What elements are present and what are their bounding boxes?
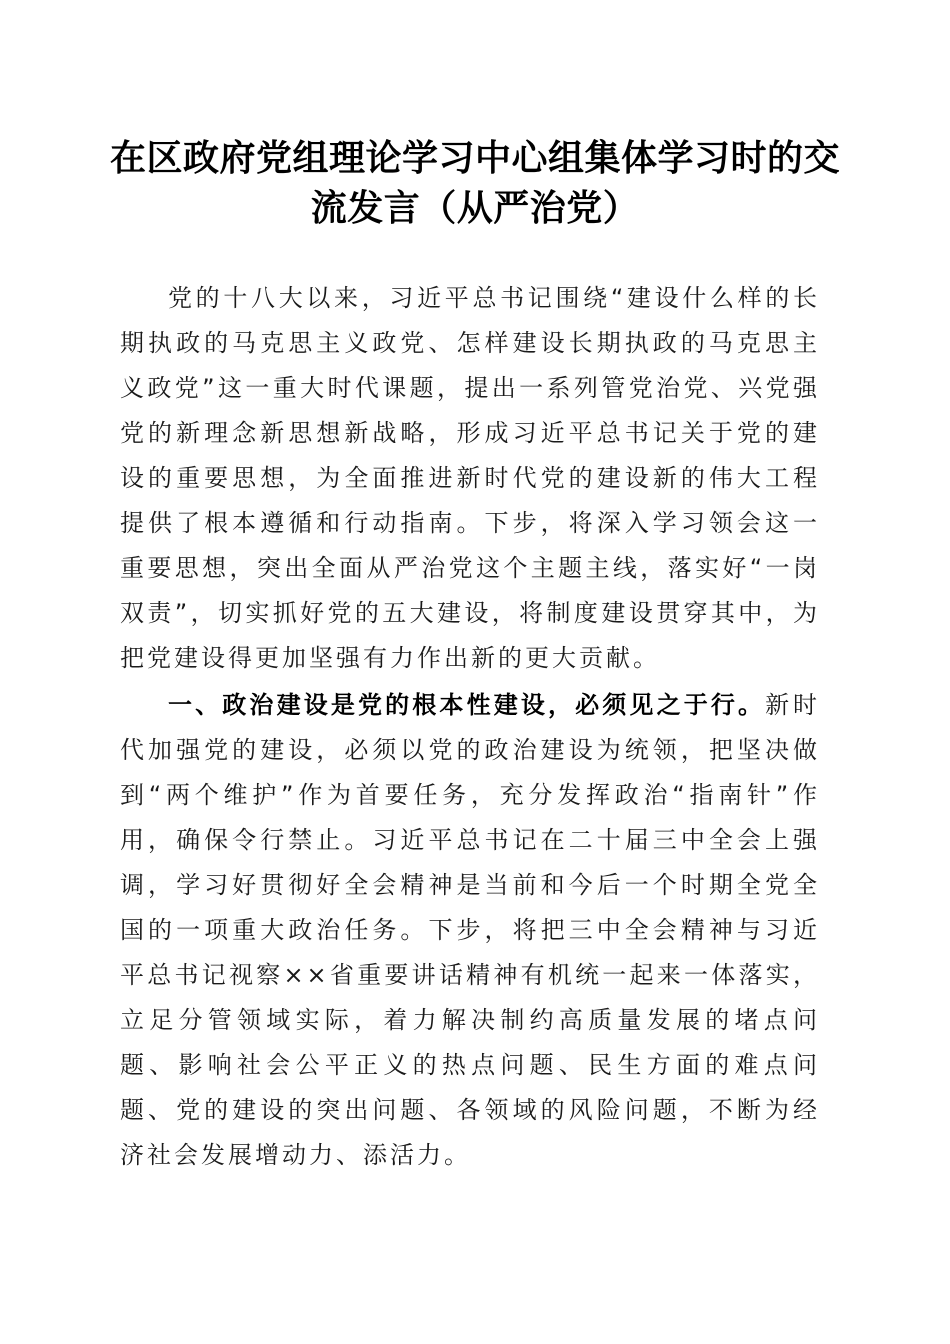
document-body [120,276,820,1178]
paragraph-political-building [120,683,820,1178]
paragraph-intro [120,276,820,681]
document-title: 在区政府党组理论学习中心组集体学习时的交流发言（从严治党） [110,137,841,229]
paragraph-text: 新时代加强党的建设，必须以党的政治建设为统领，把坚决做到“两个维护”作为首要任务，充分发挥政治“指南针”作用，确保令行禁止。习近平总书记在二十届三中全会上强调，学习好贯彻好全会精神是当前和今后一个时期全党全国的一项重大政治任务。下步，将把三中全会精神与习近平总书记视察××省重要讲话精神有机统一起来一体落实，立足分管领域实际，着力解决制约高质量发展的堵点问题、影响社会公平正义的热点问题、民生方面的难点问题、党的建设的突出问题、各领域的风险问题，不断为经济社会发展增动力、添活力。 [120,691,820,1169]
section-heading: 一、政治建设是党的根本性建设，必须见之于行。 [168,691,766,719]
paragraph-text: 党的十八大以来，习近平总书记围绕“建设什么样的长期执政的马克思主义政党、怎样建设长期执政的马克思主义政党”这一重大时代课题，提出一系列管党治党、兴党强党的新理念新思想新战略，形成习近平总书记关于党的建设的重要思想，为全面推进新时代党的建设新的伟大工程提供了根本遵循和行动指南。下步，将深入学习领会这一重要思想，突出全面从严治党这个主题主线，落实好“一岗双责”，切实抓好党的五大建设，将制度建设贯穿其中，为把党建设得更加坚强有力作出新的更大贡献。 [120,284,820,672]
